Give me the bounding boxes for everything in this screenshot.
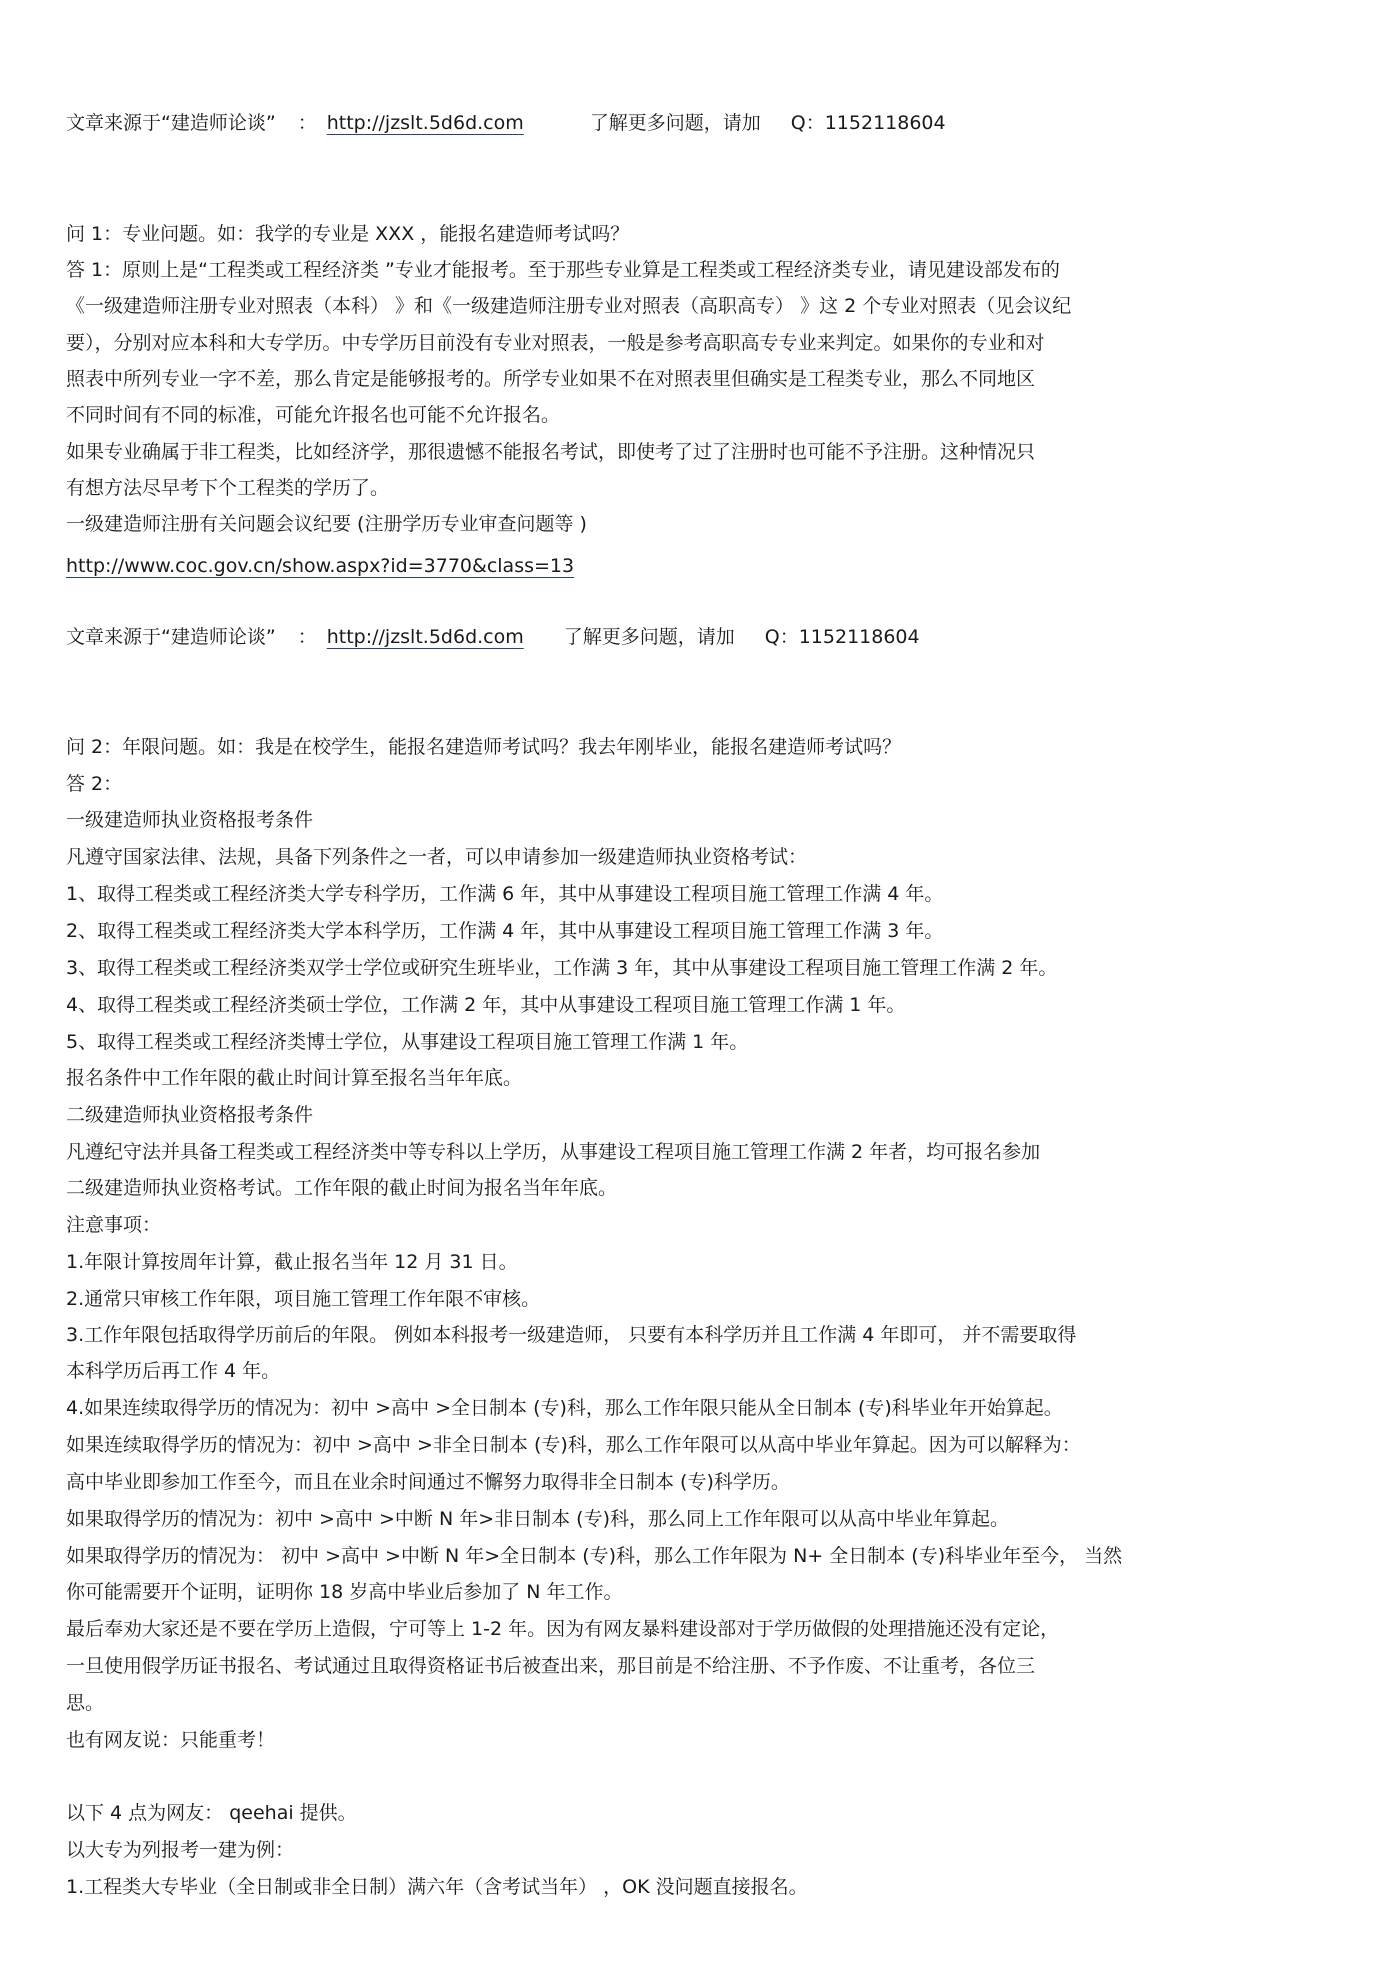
condition-item: 3、取得工程类或工程经济类双学士学位或研究生班毕业，工作满 3 年，其中从事建设工程项目施工管理工作满 2 年。 bbox=[66, 957, 1058, 979]
condition-item: 4、取得工程类或工程经济类硕士学位，工作满 2 年，其中从事建设工程项目施工管理工作满 1 年。 bbox=[66, 994, 906, 1016]
source-label: 文章来源于“建造师论谈” bbox=[66, 626, 276, 648]
answer-1-line: 不同时间有不同的标准，可能允许报名也可能不允许报名。 bbox=[66, 404, 561, 426]
note-line: 高中毕业即参加工作至今，而且在业余时间通过不懈努力取得非全日制本 (专)科学历。 bbox=[66, 1471, 790, 1493]
note-line: 如果取得学历的情况为： 初中 >高中 >中断 N 年>全日制本 (专)科，那么工作年限为 N+ 全日制本 (专)科毕业年至今， 当然 bbox=[66, 1545, 1123, 1567]
condition-item: 2、取得工程类或工程经济类大学本科学历，工作满 4 年，其中从事建设工程项目施工管理工作满 3 年。 bbox=[66, 920, 944, 942]
qq-number: Q：1152118604 bbox=[790, 112, 946, 134]
question-1: 问 1：专业问题。如：我学的专业是 XXX ，能报名建造师考试吗？ bbox=[66, 223, 630, 245]
notes-title: 注意事项： bbox=[66, 1214, 162, 1236]
note-line: 也有网友说：只能重考！ bbox=[66, 1729, 276, 1751]
more-info-text: 了解更多问题，请加 bbox=[563, 626, 735, 648]
answer-1-line: 如果专业确属于非工程类，比如经济学，那很遗憾不能报名考试，即使考了过了注册时也可能不予注册。这种情况只 bbox=[66, 441, 1036, 463]
level2-line: 二级建造师执业资格考试。工作年限的截止时间为报名当年年底。 bbox=[66, 1177, 618, 1199]
note-line: 最后奉劝大家还是不要在学历上造假，宁可等上 1-2 年。因为有网友暴料建设部对于学历做假的处理措施还没有定论， bbox=[66, 1618, 1060, 1640]
contributor-line: 以下 4 点为网友： qeehai 提供。 bbox=[66, 1802, 357, 1824]
qq-number: Q：1152118604 bbox=[764, 626, 920, 648]
answer-1-line: 要），分别对应本科和大专学历。中专学历目前没有专业对照表，一般是参考高职高专专业来判定。如果你的专业和对 bbox=[66, 332, 1045, 354]
level1-title: 一级建造师执业资格报考条件 bbox=[66, 809, 314, 831]
example-intro: 以大专为列报考一建为例： bbox=[66, 1839, 295, 1861]
more-info-text: 了解更多问题，请加 bbox=[589, 112, 761, 134]
source-header-1 bbox=[66, 110, 946, 136]
note-line: 1.年限计算按周年计算，截止报名当年 12 月 31 日。 bbox=[66, 1251, 518, 1273]
level2-line: 凡遵纪守法并具备工程类或工程经济类中等专科以上学历，从事建设工程项目施工管理工作满 2 年者，均可报名参加 bbox=[66, 1141, 1041, 1163]
condition-item: 5、取得工程类或工程经济类博士学位，从事建设工程项目施工管理工作满 1 年。 bbox=[66, 1031, 749, 1053]
note-line: 4.如果连续取得学历的情况为：初中 >高中 >全日制本 (专)科，那么工作年限只能从全日制本 (专)科毕业年开始算起。 bbox=[66, 1397, 1063, 1419]
deadline-note: 报名条件中工作年限的截止时间计算至报名当年年底。 bbox=[66, 1067, 523, 1089]
note-line: 思。 bbox=[66, 1692, 105, 1714]
answer-1-line: 《一级建造师注册专业对照表（本科） 》和《一级建造师注册专业对照表（高职高专） 》这 2 个专业对照表（见会议纪 bbox=[66, 295, 1072, 317]
answer-1-line: 一级建造师注册有关问题会议纪要 (注册学历专业审查问题等 ) bbox=[66, 513, 587, 535]
level1-intro: 凡遵守国家法律、法规，具备下列条件之一者，可以申请参加一级建造师执业资格考试： bbox=[66, 846, 808, 868]
coc-link[interactable]: http://www.coc.gov.cn/show.aspx?id=3770&class=13 bbox=[66, 555, 575, 577]
answer-1-line: 答 1：原则上是“工程类或工程经济类 ”专业才能报考。至于那些专业算是工程类或工程经济类专业，请见建设部发布的 bbox=[66, 259, 1060, 281]
answer-1-line: 照表中所列专业一字不差，那么肯定是能够报考的。所学专业如果不在对照表里但确实是工程类专业，那么不同地区 bbox=[66, 368, 1036, 390]
note-line: 本科学历后再工作 4 年。 bbox=[66, 1360, 281, 1382]
answer-1-line: 有想方法尽早考下个工程类的学历了。 bbox=[66, 477, 390, 499]
source-header-2 bbox=[66, 624, 920, 650]
example-item: 1.工程类大专毕业（全日制或非全日制）满六年（含考试当年） ，OK 没问题直接报名。 bbox=[66, 1876, 808, 1898]
answer-2-label: 答 2： bbox=[66, 773, 123, 795]
note-line: 3.工作年限包括取得学历前后的年限。 例如本科报考一级建造师， 只要有本科学历并且工作满 4 年即可， 并不需要取得 bbox=[66, 1324, 1077, 1346]
note-line: 一旦使用假学历证书报名、考试通过且取得资格证书后被查出来，那目前是不给注册、不予作废、不让重考，各位三 bbox=[66, 1655, 1036, 1677]
source-colon: ： bbox=[297, 626, 317, 648]
forum-link[interactable]: http://jzslt.5d6d.com bbox=[326, 626, 524, 648]
note-line: 如果连续取得学历的情况为：初中 >高中 >非全日制本 (专)科，那么工作年限可以从高中毕业年算起。因为可以解释为： bbox=[66, 1434, 1081, 1456]
forum-link[interactable]: http://jzslt.5d6d.com bbox=[326, 112, 524, 134]
note-line: 2.通常只审核工作年限，项目施工管理工作年限不审核。 bbox=[66, 1288, 541, 1310]
condition-item: 1、取得工程类或工程经济类大学专科学历，工作满 6 年，其中从事建设工程项目施工管理工作满 4 年。 bbox=[66, 883, 944, 905]
question-2: 问 2：年限问题。如：我是在校学生，能报名建造师考试吗？我去年刚毕业，能报名建造师考试吗？ bbox=[66, 736, 902, 758]
note-line: 如果取得学历的情况为：初中 >高中 >中断 N 年>非日制本 (专)科，那么同上工作年限可以从高中毕业年算起。 bbox=[66, 1508, 1009, 1530]
source-label: 文章来源于“建造师论谈” bbox=[66, 112, 276, 134]
source-colon: ： bbox=[297, 112, 317, 134]
level2-title: 二级建造师执业资格报考条件 bbox=[66, 1104, 314, 1126]
note-line: 你可能需要开个证明，证明你 18 岁高中毕业后参加了 N 年工作。 bbox=[66, 1581, 623, 1603]
